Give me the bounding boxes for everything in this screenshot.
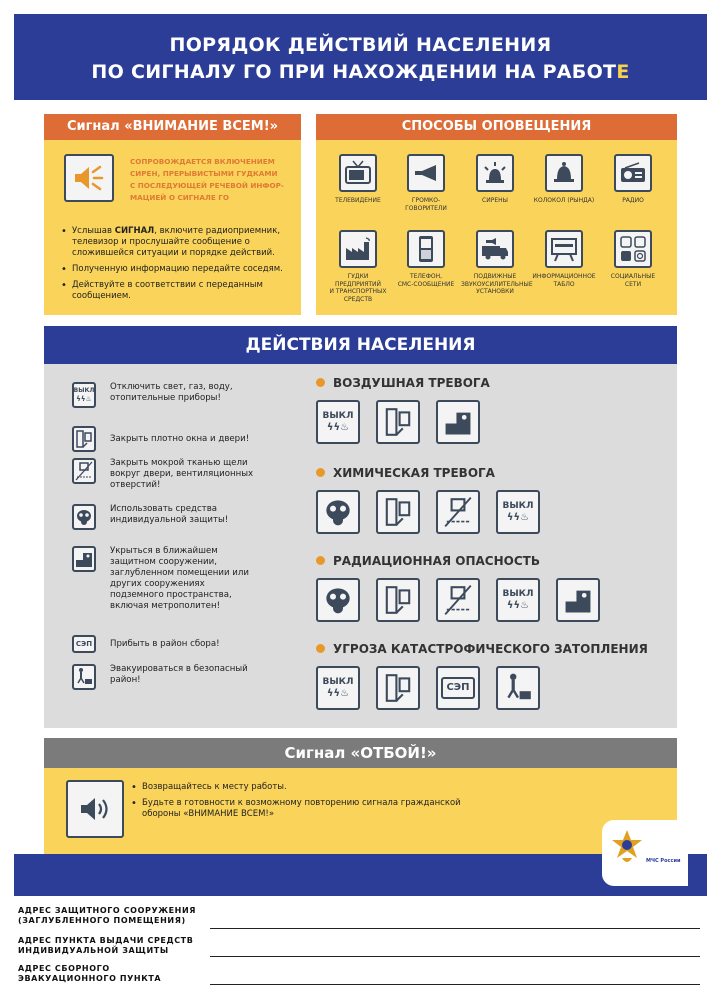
gas-mask-icon xyxy=(72,504,96,530)
logo-text: МЧС России xyxy=(646,858,681,864)
attention-bullet-2: • Полученную информацию передайте соседям. xyxy=(60,264,298,275)
notify-mobile-unit: ПОДВИЖНЫЕ ЗВУКОУСИЛИТЕЛЬНЫЕ УСТАНОВКИ xyxy=(461,230,529,296)
gas-mask-icon xyxy=(316,490,360,534)
notify-loudspeaker: ГРОМКО- ГОВОРИТЕЛИ xyxy=(392,154,460,212)
attention-bullets xyxy=(60,226,298,307)
seal-gaps-icon xyxy=(436,490,480,534)
seal-gaps-icon xyxy=(72,458,96,484)
attention-bullet-3: • Действуйте в соответствии с переданным сообщением. xyxy=(60,280,298,302)
legend-item: Закрыть мокрой тканью щели вокруг двери, вентиляционных отверстий! xyxy=(72,458,332,504)
speaker-icon xyxy=(64,154,114,202)
close-window-door-icon xyxy=(376,578,420,622)
category-radiation: РАДИАЦИОННАЯ ОПАСНОСТЬ ВЫКЛ ϟϟ♨ xyxy=(316,554,600,622)
category-chemical: ХИМИЧЕСКАЯ ТРЕВОГА ВЫКЛ ϟϟ♨ xyxy=(316,466,540,534)
bell-icon xyxy=(545,154,583,192)
notification-panel xyxy=(316,140,677,315)
seal-gaps-icon xyxy=(436,578,480,622)
sep-icon: СЭП xyxy=(436,666,480,710)
attention-bullet-1: • Услышав СИГНАЛ, включите радиоприемник, телевизор и прослушайте сообщение о сложившейся ситуации и порядке действий. xyxy=(60,226,298,259)
notify-radio: РАДИО xyxy=(599,154,667,205)
legend-item: Закрыть плотно окна и двери! xyxy=(72,420,332,458)
gas-mask-icon xyxy=(316,578,360,622)
evacuate-icon xyxy=(72,664,96,690)
legend-item: Эвакуироваться в безопасный район! xyxy=(72,664,332,700)
close-window-door-icon xyxy=(376,490,420,534)
actions-panel xyxy=(44,364,677,728)
legend-item: Укрыться в ближайшем защитном сооружении, заглубленном помещении или других сооружениях подземного пространства, включая метрополитен! xyxy=(72,546,332,624)
category-flood: УГРОЗА КАТАСТРОФИЧЕСКОГО ЗАТОПЛЕНИЯ ВЫКЛ ϟϟ♨ СЭП xyxy=(316,642,648,710)
attention-description: СОПРОВОЖДАЕТСЯ ВКЛЮЧЕНИЕМ СИРЕН, ПРЕРЫВИСТЫМИ ГУДКАМИ С ПОСЛЕДУЮЩЕЙ РЕЧЕВОЙ ИНФОР- МАЦИЕЙ О СИГНАЛЕ ГО xyxy=(130,157,284,202)
switch-off-icon: ВЫКЛ ϟϟ♨ xyxy=(496,490,540,534)
header-line-1: ПОРЯДОК ДЕЙСТВИЙ НАСЕЛЕНИЯ xyxy=(169,34,552,56)
switch-off-icon: ВЫКЛ ϟϟ♨ xyxy=(316,666,360,710)
phone-icon xyxy=(407,230,445,268)
shelter-icon xyxy=(72,546,96,572)
speaker-sound-icon xyxy=(66,780,124,838)
loudspeaker-icon xyxy=(407,154,445,192)
notification-title: СПОСОБЫ ОПОВЕЩЕНИЯ xyxy=(316,114,677,140)
bullet-dot-icon xyxy=(316,644,325,653)
factory-horn-icon xyxy=(339,230,377,268)
poster-header xyxy=(14,14,707,100)
siren-icon xyxy=(476,154,514,192)
allclear-bullet-2: • Будьте в готовности к возможному повторению сигнала гражданской обороны «ВНИМАНИЕ ВСЕМ!» xyxy=(130,798,470,820)
legend-item: СЭП Прибыть в район сбора! xyxy=(72,624,332,664)
evacuate-icon xyxy=(496,666,540,710)
bullet-dot-icon xyxy=(316,556,325,565)
emercom-emblem-icon xyxy=(610,828,644,868)
address-row-evacuation: АДРЕС СБОРНОГО ЭВАКУАЦИОННОГО ПУНКТА xyxy=(18,964,708,992)
allclear-title: Сигнал «ОТБОЙ!» xyxy=(44,738,677,768)
allclear-bullets xyxy=(130,782,470,825)
attention-panel xyxy=(44,140,301,315)
switch-off-icon: ВЫКЛ ϟϟ♨ xyxy=(72,382,96,408)
radio-icon xyxy=(614,154,652,192)
address-block xyxy=(18,906,708,992)
notify-siren: СИРЕНЫ xyxy=(461,154,529,205)
allclear-panel xyxy=(44,768,677,854)
notify-phone: ТЕЛЕФОН, СМС-СООБЩЕНИЕ xyxy=(392,230,460,288)
address-row-shelter: АДРЕС ЗАЩИТНОГО СООРУЖЕНИЯ (ЗАГЛУБЛЕННОГО ПОМЕЩЕНИЯ) xyxy=(18,906,708,936)
notify-tv: ТЕЛЕВИДЕНИЕ xyxy=(324,154,392,205)
address-field-shelter[interactable] xyxy=(210,928,700,929)
notify-social: СОЦИАЛЬНЫЕ СЕТИ xyxy=(599,230,667,288)
shelter-icon xyxy=(556,578,600,622)
switch-off-icon: ВЫКЛ ϟϟ♨ xyxy=(316,400,360,444)
mobile-sound-unit-icon xyxy=(476,230,514,268)
switch-off-icon: ВЫКЛ ϟϟ♨ xyxy=(496,578,540,622)
address-field-evacuation[interactable] xyxy=(210,984,700,985)
header-line-2: ПО СИГНАЛУ ГО ПРИ НАХОЖДЕНИИ НА РАБОТЕ xyxy=(91,61,630,83)
notify-factory-horn: ГУДКИ ПРЕДПРИЯТИЙ И ТРАНСПОРТНЫХ СРЕДСТВ xyxy=(324,230,392,303)
notify-info-board: ИНФОРМАЦИОННОЕ ТАБЛО xyxy=(530,230,598,288)
allclear-bullet-1: • Возвращайтесь к месту работы. xyxy=(130,782,470,793)
shelter-icon xyxy=(436,400,480,444)
sep-icon: СЭП xyxy=(72,635,96,653)
tv-icon xyxy=(339,154,377,192)
logo-block xyxy=(602,820,688,886)
legend-item: ВЫКЛ ϟϟ♨ Отключить свет, газ, воду, отопительные приборы! xyxy=(72,382,332,420)
social-networks-icon xyxy=(614,230,652,268)
actions-title: ДЕЙСТВИЯ НАСЕЛЕНИЯ xyxy=(44,326,677,364)
address-field-ppe[interactable] xyxy=(210,956,700,957)
attention-title: Сигнал «ВНИМАНИЕ ВСЕМ!» xyxy=(44,114,301,140)
close-window-door-icon xyxy=(72,426,96,452)
close-window-door-icon xyxy=(376,666,420,710)
header-line-2-last-letter: Е xyxy=(616,61,630,83)
address-row-ppe: АДРЕС ПУНКТА ВЫДАЧИ СРЕДСТВ ИНДИВИДУАЛЬНОЙ ЗАЩИТЫ xyxy=(18,936,708,964)
close-window-door-icon xyxy=(376,400,420,444)
actions-legend xyxy=(72,382,332,700)
category-air-raid: ВОЗДУШНАЯ ТРЕВОГА ВЫКЛ ϟϟ♨ xyxy=(316,376,490,444)
info-board-icon xyxy=(545,230,583,268)
notify-bell: КОЛОКОЛ (РЫНДА) xyxy=(530,154,598,205)
bullet-dot-icon xyxy=(316,468,325,477)
bullet-dot-icon xyxy=(316,378,325,387)
legend-item: Использовать средства индивидуальной защиты! xyxy=(72,504,332,546)
